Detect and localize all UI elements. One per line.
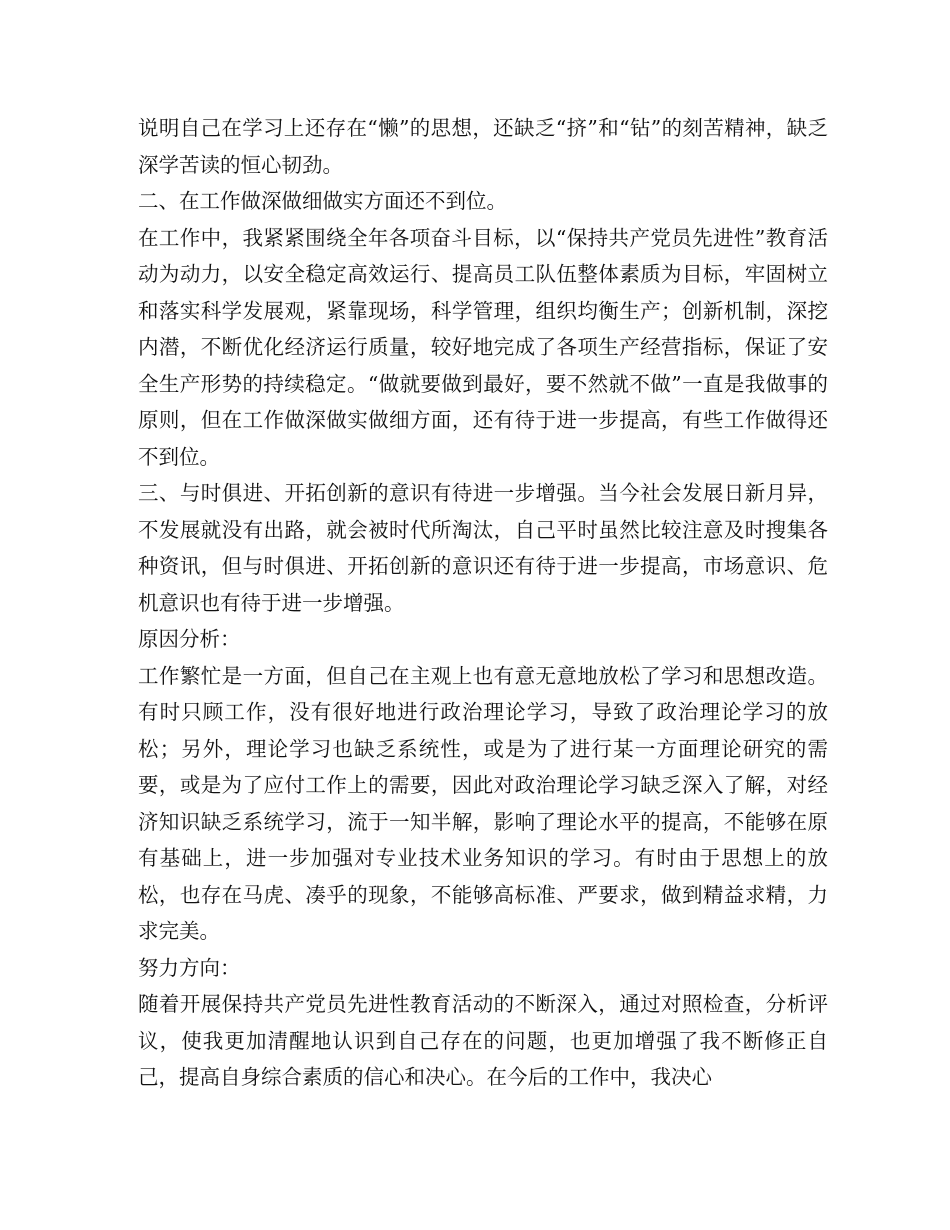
paragraph-improvement-direction: 随着开展保持共产党员先进性教育活动的不断深入，通过对照检查，分析评议，使我更加清醒地认识到自己存在的问题，也更加增强了我不断修正自己，提高自身综合素质的信心和决心。在今后的工作中，我决心 [138,992,828,1089]
heading-improvement-direction: 努力方向： [138,955,241,980]
paragraph-continuation: 说明自己在学习上还存在“懒”的思想，还缺乏“挤”和“钻”的刻苦精神，缺乏深学苦读的恒心韧劲。 [138,116,828,177]
paragraph-work: 在工作中，我紧紧围绕全年各项奋斗目标，以“保持共产党员先进性”教育活动为动力，以安全稳定高效运行、提高员工队伍整体素质为目标，牢固树立和落实科学发展观，紧靠现场，科学管理，组织均衡生产；创新机制，深挖内潜，不断优化经济运行质量，较好地完成了各项生产经营指标，保证了安全生产形势的持续稳定。“做就要做到最好，要不然就不做”一直是我做事的原则，但在工作做深做实做细方面，还有待于进一步提高，有些工作做得还不到位。 [138,225,828,469]
document-body [138,110,828,1096]
section-heading-2: 二、在工作做深做细做实方面还不到位。 [138,189,507,213]
heading-cause-analysis: 原因分析： [138,627,241,651]
section-heading-3: 三、与时俱进、开拓创新的意识有待进一步增强。当今社会发展日新月异，不发展就没有出路，就会被时代所淘汰，自己平时虽然比较注意及时搜集各种资讯，但与时俱进、开拓创新的意识还有待于进一步提高，市场意识、危机意识也有待于进一步增强。 [138,481,828,615]
paragraph-cause-analysis: 工作繁忙是一方面，但自己在主观上也有意无意地放松了学习和思想改造。有时只顾工作，没有很好地进行政治理论学习，导致了政治理论学习的放松；另外，理论学习也缺乏系统性，或是为了进行某一方面理论研究的需要，或是为了应付工作上的需要，因此对政治理论学习缺乏深入了解，对经济知识缺乏系统学习，流于一知半解，影响了理论水平的提高，不能够在原有基础上，进一步加强对专业技术业务知识的学习。有时由于思想上的放松，也存在马虎、凑乎的现象，不能够高标准、严要求，做到精益求精，力求完美。 [138,663,828,943]
